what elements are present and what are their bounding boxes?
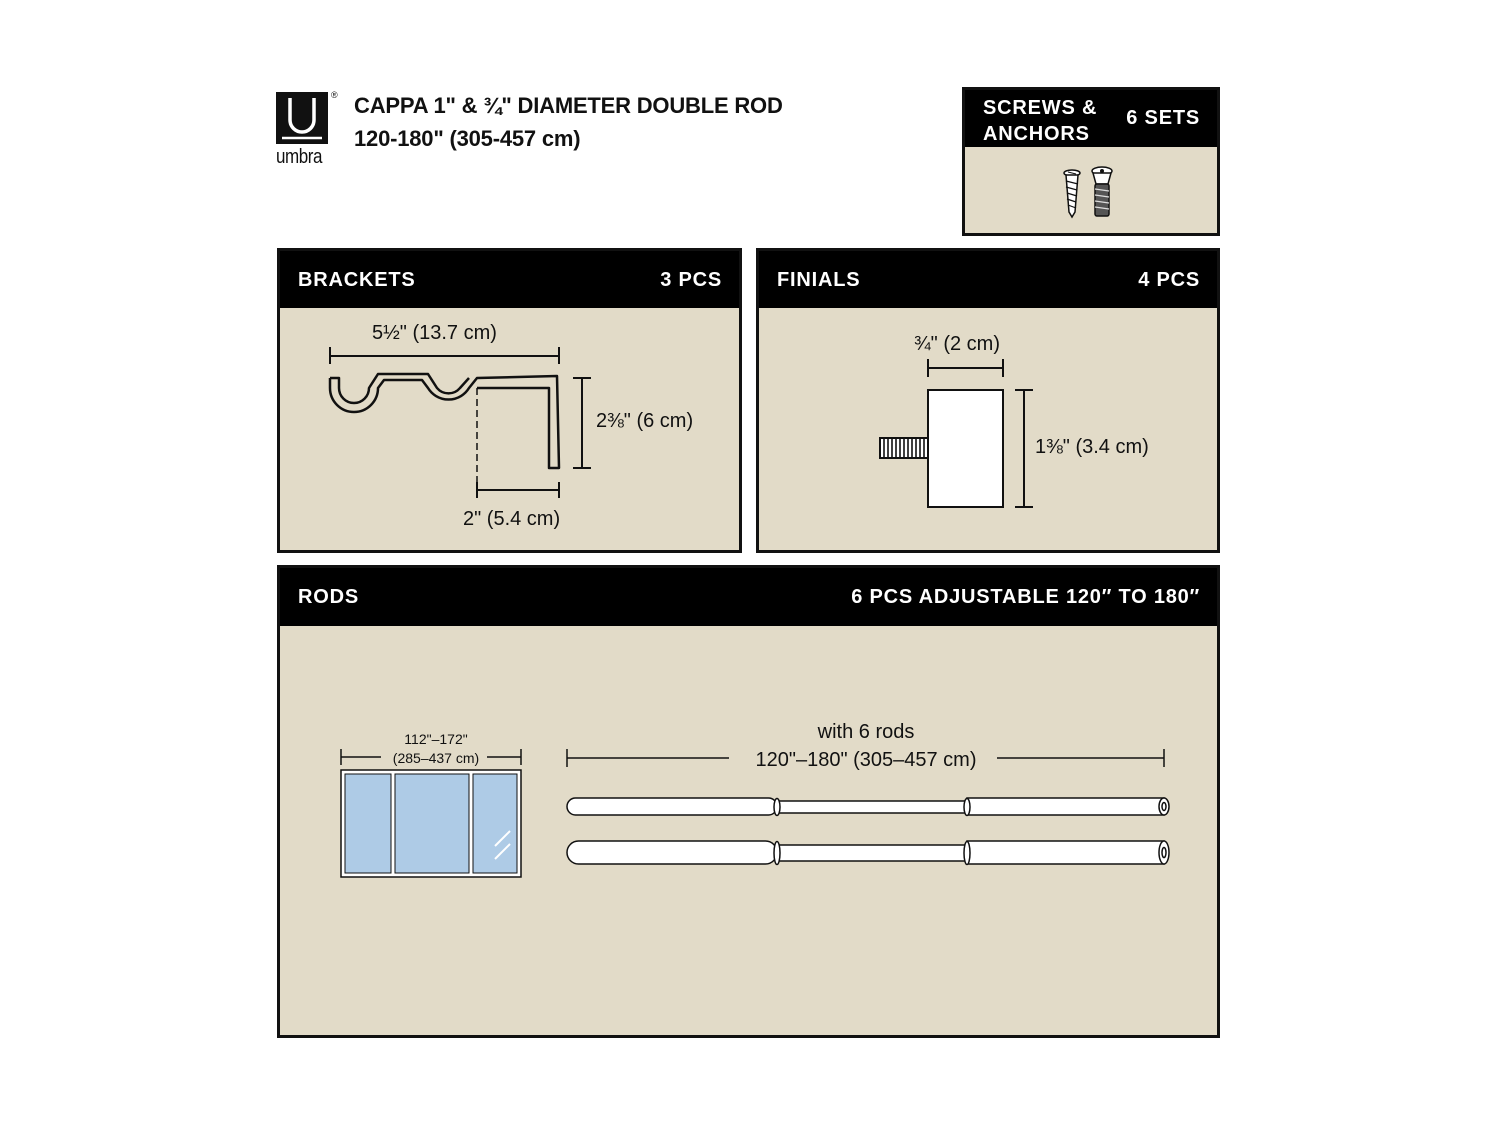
umbra-logo-mark (276, 92, 328, 144)
product-title (354, 89, 783, 155)
title-line-2: 120-180" (305-457 cm) (354, 126, 581, 151)
rod-bottom (567, 841, 1169, 865)
rods-label: RODS (298, 586, 359, 608)
window-icon (341, 770, 521, 877)
rods-length: 120"–180" (305–457 cm) (755, 749, 977, 771)
registered-mark: ® (331, 90, 338, 100)
bracket-depth-label: 2" (5.4 cm) (463, 508, 561, 530)
screws-panel (962, 87, 1220, 236)
finial-diagram (756, 248, 1220, 553)
finial-height-label: 1⅜" (3.4 cm) (1035, 436, 1149, 458)
rods-note: with 6 rods (817, 721, 915, 743)
window-dim-line-2: (285–437 cm) (392, 750, 480, 766)
rods-panel (277, 565, 1220, 1038)
bracket-height-label: 2⅜" (6 cm) (596, 410, 694, 432)
window-dim-line-1: 112"–172" (404, 731, 468, 747)
rods-count: 6 PCS ADJUSTABLE 120″ TO 180″ (851, 586, 1200, 608)
brackets-label: BRACKETS (298, 269, 416, 291)
rods-dimension (736, 718, 996, 774)
finials-panel (756, 248, 1220, 553)
rods-diagram (277, 565, 1220, 1038)
rod-top (567, 798, 1169, 816)
brand-name: umbra (276, 146, 323, 168)
title-line-1: CAPPA 1" & ¾" DIAMETER DOUBLE ROD (354, 93, 783, 118)
bracket-width-label: 5½" (13.7 cm) (372, 322, 497, 344)
finial-width-label: ¾" (2 cm) (914, 333, 1000, 355)
brackets-count: 3 PCS (660, 269, 722, 291)
screws-count: 6 SETS (1126, 107, 1200, 129)
screws-label-line-1: SCREWS & (983, 97, 1098, 119)
screw-and-anchor-icon (962, 87, 1220, 236)
brackets-panel (277, 248, 742, 553)
window-dimension (371, 730, 501, 768)
finials-label: FINIALS (777, 269, 861, 291)
screws-label-line-2: ANCHORS (983, 123, 1090, 145)
finials-count: 4 PCS (1138, 269, 1200, 291)
